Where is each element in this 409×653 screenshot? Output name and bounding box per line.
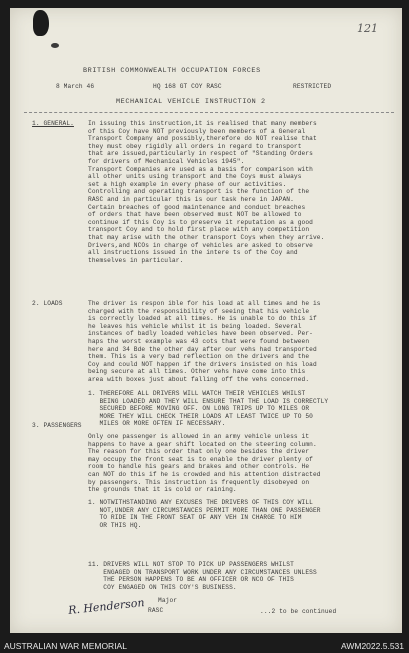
order-line: 1. THEREFORE ALL DRIVERS WILL WATCH THEIR VEHICLES WHILST [88,390,306,397]
section-loads-order [88,390,328,428]
section-general-text [88,120,324,264]
text-line: The reason for this order that only one besides the driver [88,448,310,456]
archive-name: AUSTRALIAN WAR MEMORIAL [4,641,127,651]
text-line: may occupy the front seat is to enable the driver plenty of [88,455,313,463]
section-loads-number: 2. LOADS [32,300,63,307]
document-page [10,8,402,633]
section-passengers-order-2 [88,561,317,591]
document-title: BRITISH COMMONWEALTH OCCUPATION FORCES [83,67,261,75]
order-line: COY ENGAGED ON THIS COY'S BUSINESS. [88,583,237,591]
text-line: of orders that have been observed must NOT be allowed to [88,211,302,219]
text-line: all instructions issued in the intere ts of the Coy and [88,249,298,257]
ink-blot [33,10,49,36]
divider [24,112,394,113]
text-line: Certain breaches of good maintenance and conduct breaches [88,203,306,211]
archive-reference: AWM2022.5.531 [341,641,404,651]
section-general-number: 1. GENERAL. [32,120,74,127]
text-line: he leaves his vehicle whilst it is being loaded. Several [88,322,302,330]
archive-footer [0,639,409,653]
text-line: Transport Companies are used as a basis for comparison with [88,165,313,173]
text-line: here and 34 Bde the other day after our vehs had transported [88,345,317,353]
text-line: RASC and in particular this is our task here in JAPAN. [88,195,294,203]
order-line: MILES OR MORE OFTEN IF NECESSARY. [88,420,226,428]
text-line: that are issued,particularly in respect of "Standing Orders [88,150,313,158]
document-date: 8 March 46 [56,83,95,90]
text-line: room to handle his gears and brakes and other controls. He [88,463,310,471]
text-line: Only one passenger is allowed in an army vehicle unless it [88,433,310,440]
text-line: Transport Company and possibly,therefore do NOT realise that [88,135,317,143]
text-line: instances of badly loaded vehicles have been observed. Per- [88,330,313,338]
text-line: all other units using transport and the Coys must always [88,173,302,181]
text-line: for drivers of Mechanical Vehicles 1945". [88,157,245,165]
order-line: THE PERSON HAPPENS TO BE AN OFFICER OR NCO OF THIS [88,576,294,584]
order-line: OR THIS HQ. [88,521,142,529]
signature-rank: Major [158,597,178,604]
section-passengers-number: 3. PASSENGERS [32,422,82,429]
text-line: themselves in particular. [88,256,184,264]
text-line: the grounds that it is cold or raining. [88,486,237,494]
section-passengers-text [88,433,321,494]
order-line: MORE THEY WILL CHECK THEIR LOADS AT LEAST TWICE UP TO 50 [88,412,313,420]
order-line: 11. DRIVERS WILL NOT STOP TO PICK UP PASSENGERS WHILST [88,561,294,568]
signature-unit: RASC [148,607,164,614]
text-line: Controlling and operating transport is the function of the [88,188,310,196]
issuing-hq: HQ 168 GT COY RASC [153,83,222,90]
text-line: by passengers. This instruction is frequently disobeyed on [88,478,310,486]
order-line: NOT,UNDER ANY CIRCUMSTANCES PERMIT MORE THAN ONE PASSENGER [88,506,321,514]
text-line: charged with the responsibility of seeing that his vehicle [88,307,310,315]
text-line: that may arise with the other transport Coys when they arrive. [88,233,325,241]
order-line: 1. NOTWITHSTANDING ANY EXCUSES THE DRIVERS OF THIS COY WILL [88,499,313,506]
instruction-title: MECHANICAL VEHICLE INSTRUCTION 2 [116,98,266,106]
text-line: they must obey rigidly all orders in regard to transport [88,142,302,150]
order-line: TO RIDE IN THE FRONT SEAT OF ANY VEH IN CHARGE TO HIM [88,514,302,522]
order-line: BEING LOADED AND THEY WILL ENSURE THAT THE LOAD IS CORRECTLY [88,397,329,405]
section-passengers-order-1 [88,499,321,529]
handwritten-signature: R. Henderson [67,596,146,617]
section-loads-text [88,300,321,384]
text-line: In issuing this instruction,it is realised that many members [88,120,317,127]
text-line: being secure at all times. Other vehs have come into this [88,368,306,376]
continued-note: ...2 to be continued [260,608,337,615]
text-line: them. This is a very bad reflection on the drivers and the [88,353,310,361]
text-line: The driver is respon ible for his load at all times and he is [88,300,321,307]
classification: RESTRICTED [293,83,332,90]
order-line: SECURED BEFORE MOVING OFF. ON LONG TRIPS UP TO MILES OR [88,405,310,413]
text-line: of this Coy have NOT previously been members of a General [88,127,306,135]
page-number: 121 [357,22,378,35]
text-line: is correctly loaded at all times. He is unable to do this if [88,315,317,323]
text-line: happens to have a gear shift located on the steering column. [88,440,317,448]
ink-spot [51,43,59,48]
text-line: area with boxes just about falling off the vehs concerned. [88,375,310,383]
text-line: haps the worst example was 43 cots that were found between [88,337,310,345]
order-line: ENGAGED ON TRANSPORT WORK UNDER ANY CIRCUMSTANCES UNLESS [88,568,317,576]
text-line: continue if this Coy is to preserve it reputation as a good [88,218,313,226]
text-line: Coy and could NOT happen if the drivers insisted on his load [88,360,317,368]
text-line: set a high example in every phase of our activities. [88,180,287,188]
text-line: can NOT do this if he is crowded and his attention distracted [88,470,321,478]
text-line: transport Coy and to hold first place with any competition [88,226,310,234]
text-line: Drivers,and NCOs in charge of vehicles are asked to observe [88,241,313,249]
